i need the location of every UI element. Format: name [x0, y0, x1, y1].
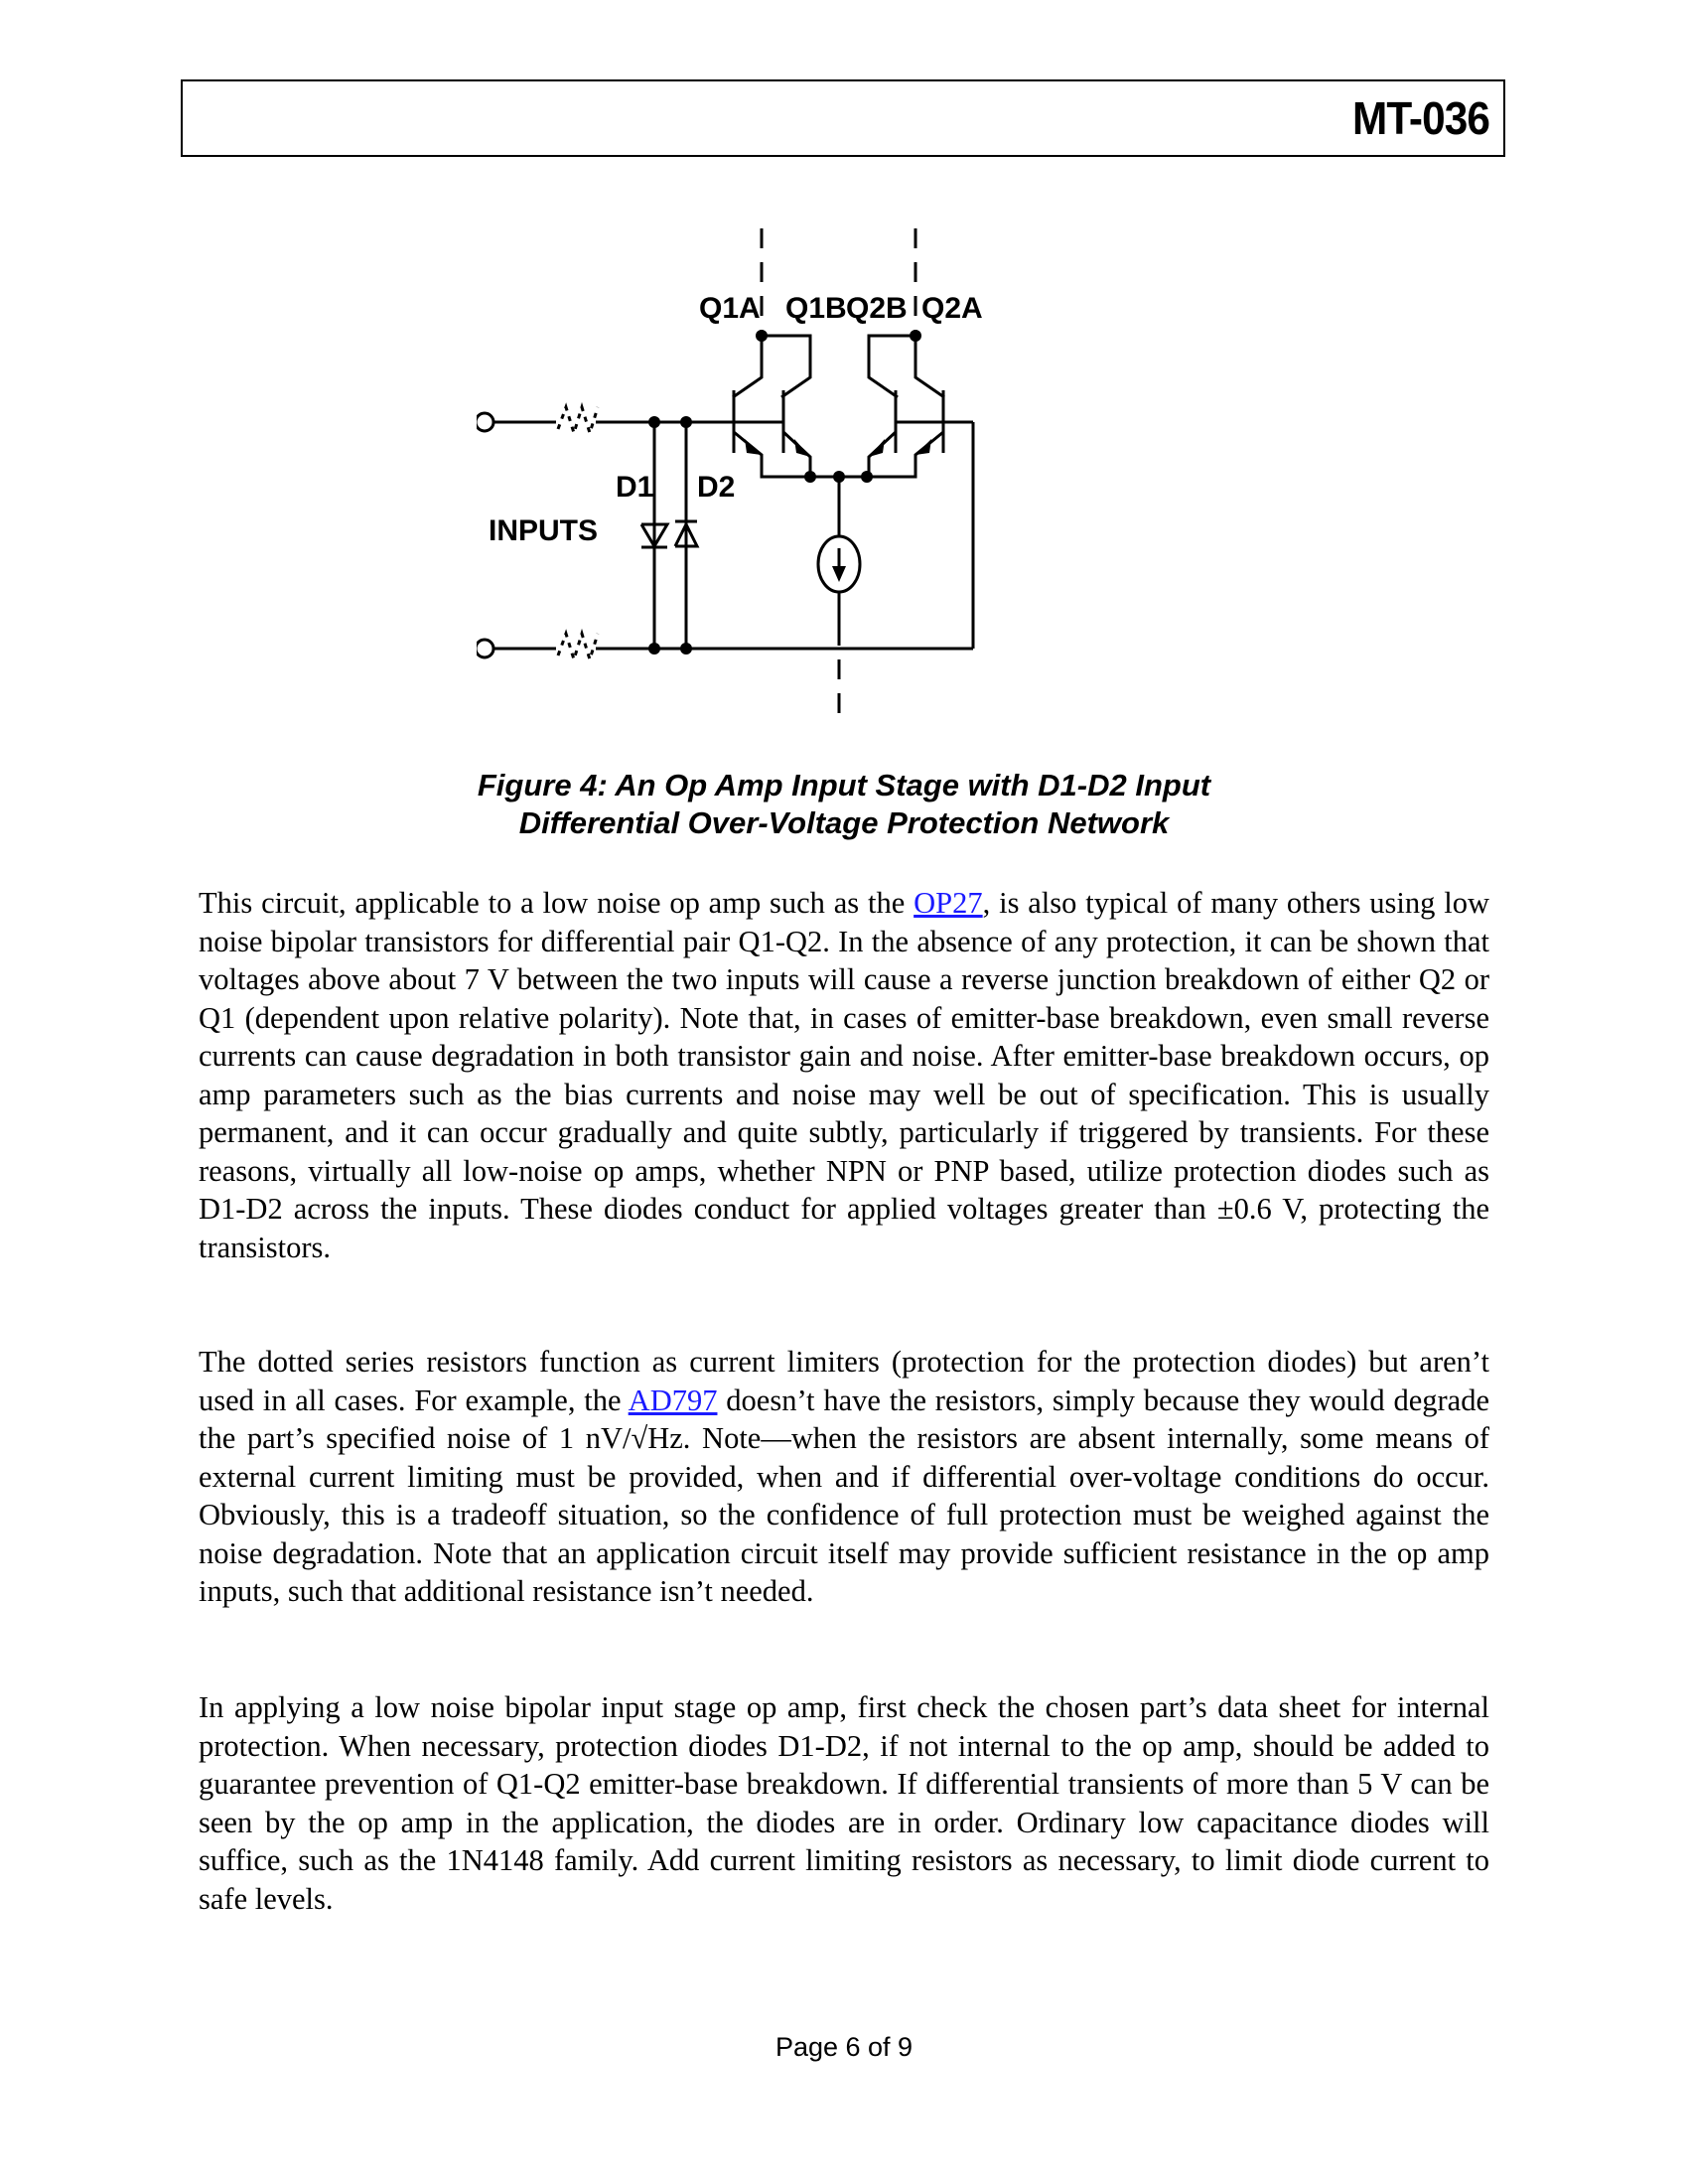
label-q1a: Q1A	[699, 292, 761, 325]
document-header	[181, 79, 1505, 157]
paragraph-1-text-b: , is also typical of many others using low noise bipolar transistors for differential pair Q1-Q2. In the absence of any protection, it can be shown that voltages above about 7 V between the two inputs will cause a reverse junction breakdown of either Q2 or Q1 (dependent upon relative polarity). Note that, in cases of emitter-base breakdown, even small reverse currents can cause degradation in both transistor gain and noise. After emitter-base breakdown occurs, op amp parameters such as the bias currents and noise may well be out of specification. This is usually permanent, and it can occur gradually and quite subtly, particularly if triggered by transients. For these reasons, virtually all low-noise op amps, whether NPN or PNP based, utilize protection diodes such as D1-D2 across the inputs. These diodes conduct for applied voltages greater than ±0.6 V, protecting the transistors.	[199, 886, 1489, 1264]
figure-caption	[328, 767, 1360, 842]
label-q2a: Q2A	[921, 292, 983, 325]
label-d2: D2	[697, 471, 736, 504]
label-q2b: Q2B	[846, 292, 908, 325]
caption-line-2: Differential Over-Voltage Protection Network	[518, 805, 1170, 840]
paragraph-1	[199, 884, 1489, 1266]
document-id: MT-036	[1352, 92, 1489, 144]
label-d1: D1	[616, 471, 654, 504]
paragraph-2-text-b: doesn’t have the resistors, simply because they would degrade the part’s specified noise of 1 nV/√Hz. Note—when the resistors are absent internally, some means of external current limiting must be provided, when and if differential over-voltage conditions do occur. Obviously, this is a tradeoff situation, so the confidence of full protection must be weighed against the noise degradation. Note that an application circuit itself may provide sufficient resistance in the op amp inputs, such that additional resistance isn’t needed.	[199, 1383, 1489, 1608]
paragraph-2	[199, 1343, 1489, 1611]
paragraph-1-text-a: This circuit, applicable to a low noise op amp such as the	[199, 886, 914, 920]
paragraph-3: In applying a low noise bipolar input stage op amp, first check the chosen part’s data sheet for internal protection. When necessary, protection diodes D1-D2, if not internal to the op amp, should be added to guarantee prevention of Q1-Q2 emitter-base breakdown. If differential transients of more than 5 V can be seen by the op amp in the application, the diodes are in order. Ordinary low capacitance diodes will suffice, such as the 1N4148 family. Add current limiting resistors as necessary, to limit diode current to safe levels.	[199, 1690, 1489, 1916]
ad797-link[interactable]: AD797	[628, 1383, 718, 1417]
op27-link[interactable]: OP27	[914, 886, 983, 920]
circuit-figure	[477, 209, 1172, 725]
label-inputs: INPUTS	[489, 514, 599, 547]
label-q1b: Q1B	[785, 292, 847, 325]
page-number: Page 6 of 9	[774, 2032, 914, 2062]
op-amp-input-stage-schematic-icon	[477, 209, 1172, 725]
caption-line-1: Figure 4: An Op Amp Input Stage with D1-D2 Input	[477, 768, 1211, 802]
paragraph-2-text-a: The dotted series resistors function as current limiters (protection for the protection diodes) but aren’t used in all cases. For example, the	[199, 1345, 1489, 1417]
